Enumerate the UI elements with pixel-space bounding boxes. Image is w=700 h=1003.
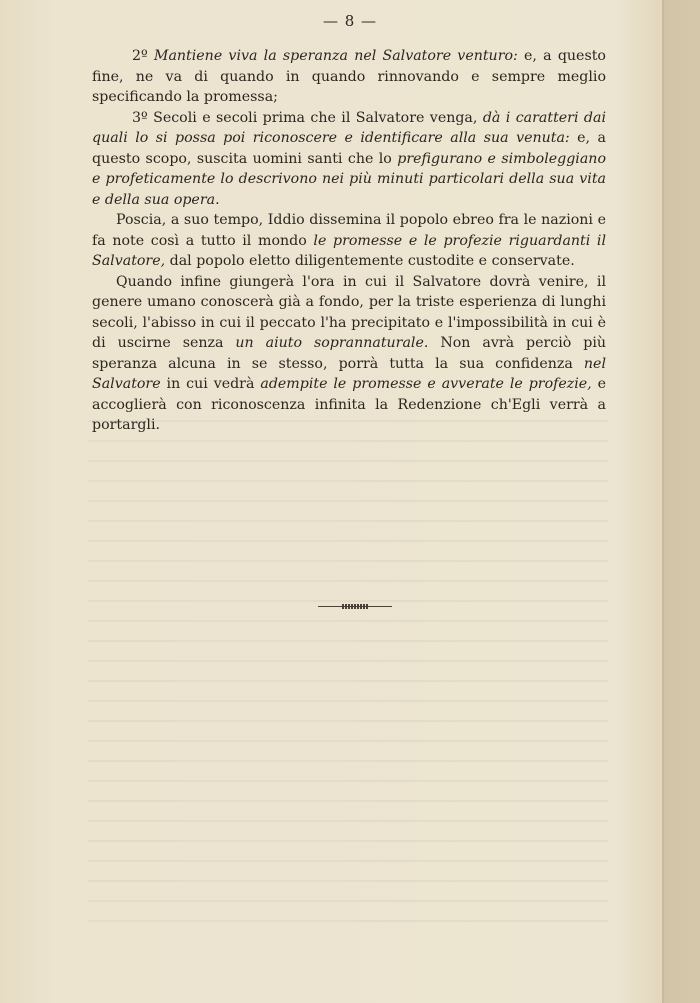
text-run: e, a questo scopo, suscita uomini santi che lo [92,130,606,167]
italic-phrase: nel Salvatore [92,355,606,392]
paragraph-dispersion [92,210,606,272]
paragraph-point-2 [92,46,606,108]
body-text [92,46,606,436]
italic-phrase: le promesse e le profezie riguardanti il Salvatore, [92,232,606,269]
text-run: 2º [132,48,154,64]
page-edge [664,0,700,1003]
paragraph-conclusion [92,272,606,436]
text-run: Poscia, a suo tempo, Iddio dissemina il popolo ebreo fra le nazioni e fa note così a tutto il mondo [92,212,606,249]
text-run: dal popolo eletto diligentemente custodite e conservate. [165,253,575,269]
text-run: Non avrà perciò più speranza alcuna in se stesso, porrà tutta la sua confidenza [92,335,606,372]
text-run: e, a questo fine, ne va di quando in quando rinnovando e sempre meglio specificando la promessa; [92,48,606,105]
text-run: Quando infine giungerà l'ora in cui il Salvatore dovrà venire, il genere umano conoscerà già a fondo, per la triste esperienza di lunghi secoli, l'abisso in cui il peccato l'ha precipitato e l'impossibilità in cui è di uscirne senza [92,273,606,351]
italic-phrase: Mantiene viva la speranza nel Salvatore venturo: [153,48,518,64]
italic-phrase: adempite le promesse e avverate le profezie, [260,376,592,392]
text-run: e accoglierà con riconoscenza infinita la Redenzione ch'Egli verrà a portargli. [92,376,607,433]
italic-phrase: dà i caratteri dai quali lo si possa poi riconoscere e identificare alla sua venuta: [92,109,606,146]
italic-phrase: un aiuto soprannaturale. [235,335,429,351]
italic-phrase: prefigurano e simboleggiano e profeticamente lo descrivono nei più minuti particolari della sua vita e della sua opera. [92,150,606,208]
paragraph-point-3 [92,108,606,211]
show-through-texture [88,420,608,940]
page-number: — 8 — [322,12,378,30]
text-run: 3º Secoli e secoli prima che il Salvatore venga, [132,109,483,126]
text-run: in cui vedrà [160,376,261,392]
section-ornament [318,604,392,609]
